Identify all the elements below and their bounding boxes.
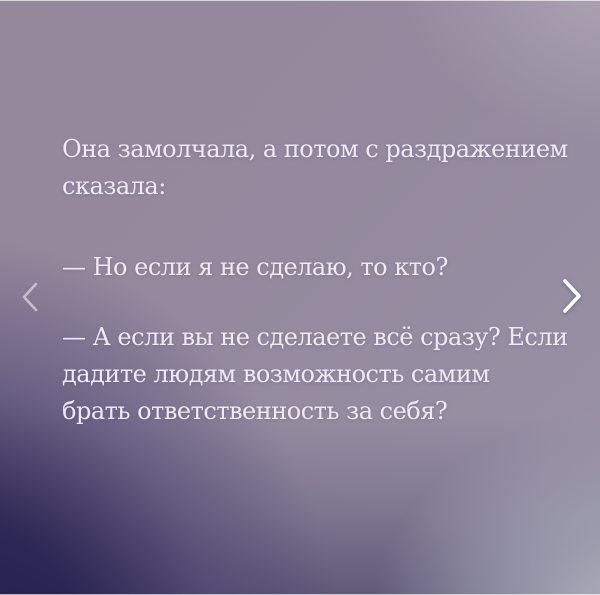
- quote-paragraph: [62, 131, 570, 205]
- quote-line: дадите людям возможность самим: [62, 360, 490, 388]
- quote-line: Она замолчала, а потом с раздражением: [62, 135, 568, 163]
- quote-paragraph: [62, 319, 570, 430]
- quote-paragraph: [62, 249, 570, 286]
- quote-line: брать ответственность за себя?: [62, 397, 448, 425]
- quote-line: — А если вы не сделаете всё сразу? Если: [62, 323, 568, 351]
- chevron-right-icon: [561, 278, 583, 314]
- quote-line: — Но если я не сделаю, то кто?: [62, 253, 448, 281]
- quote-text-block: [62, 131, 570, 430]
- top-edge-line: [0, 0, 600, 1]
- chevron-left-icon: [21, 281, 39, 313]
- quote-line: сказала:: [62, 172, 166, 200]
- carousel-next-button[interactable]: [550, 270, 594, 322]
- carousel-prev-button[interactable]: [8, 271, 52, 323]
